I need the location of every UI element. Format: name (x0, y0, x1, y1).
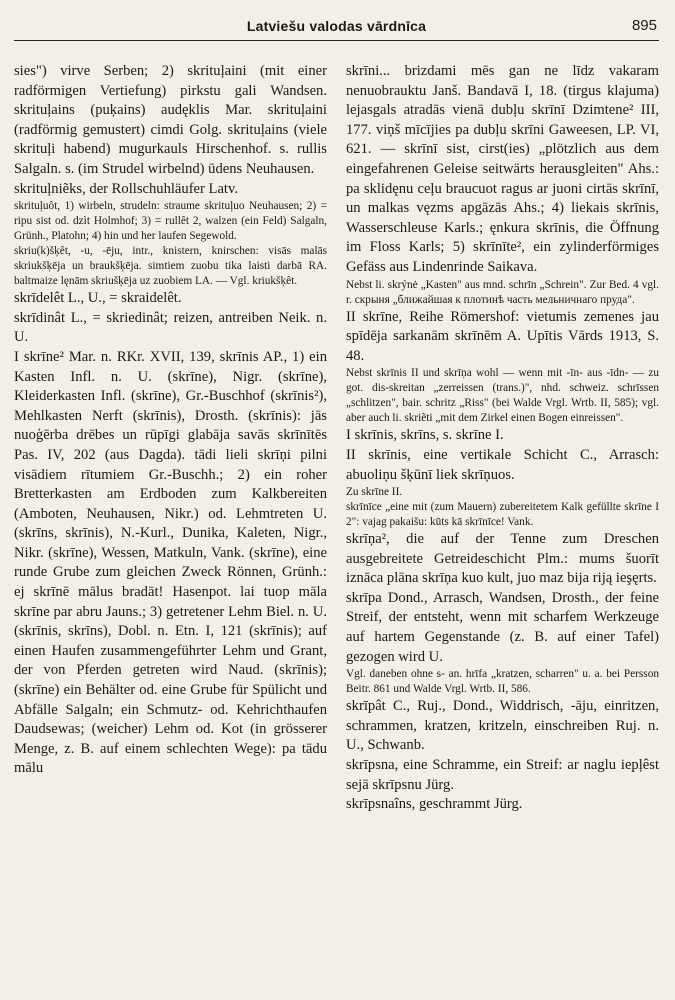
entry-paragraph: skriu(k)šķêt, -u, -ēju, intr., knistern, knirschen: visās malās skriukšķēja un braukšķēja. simtiem zuobu tika laisti darbā RA. baltmaize lęnām skriušķēja uz zuobiem LA. — Vgl. kriukšķêt. (14, 245, 327, 288)
left-column (14, 62, 327, 779)
etymology-note: Nebst skrīnis II und skrīņa wohl — wenn mit -īn- aus -īdn- — zu got. dis-skreitan „zerreissen (trans.)", nhd. schweiz. schrīssen „schlitzen", bair. schritz „Riss" (bei Walde Vrgl. Wrtb. II, 585); vgl. aber auch li. skriẽti „mit dem Zirkel einen Bogen einreissen". (346, 367, 659, 425)
entry-paragraph: I skrīne² Mar. n. RKr. XVII, 139, skrīnis AP., 1) ein Kasten Infl. n. U. (skrīne), Nigr. (skrīne), Kleiderkasten Infl. (skrīne), Gr.-Buschhof (skrīnis²), Mehlkasten Nerft (skrīnis), Drosth. (skrīnis): jās nuoģērba drēbes un rūpīgi glabāja savās skrīnītēs Pas. IV, 202 (aus Dagda). tādi lieli skrīņi pilni visādiem rītumiem Gr.-Buschh.; 2) ein roher Bretterkasten am Erdboden zum Kalkbereiten (Amboten, Neuhausen, Nikr.) od. Lehmtreten U. (skrīns, skrīnis), N.-Kurl., Dunika, Kaleten, Nigr., Nikr. (skrīne), Wessen, Matkuln, Vank. (skrīne), eine runde Grube zum gleichen Zweck Rönnen, Grünh.: ej skrīnē mālus bradāt! Hasenpot. lai tuop māla skrīne par abru Jauns.; 3) getretener Lehm Biel. n. U. (skrīnis, skrīns), Dobl. n. Etn. I, 121 (skrīnis); auf einen Haufen zusammengeführter Lehm und Grant, der von Pferden getreten wird Naud. (skrīnis); (skrīne) ein Behälter od. eine Grube für Spülicht und Abfälle Salgaln; ein Schmutz- od. Kehrichthaufen Daudsewas; (weicher) Lehm od. Kot (in grösserer Menge, z. B. auf einem schlechten Wege): pa tādu mālu (14, 348, 327, 777)
entry-paragraph: skrīpsnaîns, geschrammt Jürg. (346, 796, 523, 813)
entry-paragraph: skrituļuôt, 1) wirbeln, strudeln: straume skrituļuo Neuhausen; 2) = ripu sist od. dzìt Holmhof; 3) = rullêt 2, walzen (ein Feld) Salgaln, Grünh., Platohn; 4) hin und her laufen Segewold. (14, 200, 327, 243)
etymology-note: Vgl. daneben ohne s- an. hrīfa „kratzen, scharren" u. a. bei Persson Beitr. 861 und Walde Vrgl. Wrtb. II, 586. (346, 668, 659, 696)
entry-paragraph: II skrīne, Reihe Römershof: vietumis zemenes jau spīdēja sarkanām skrīnēm A. Upītis Vārds 1913, S. 48. (346, 308, 659, 364)
page-number: 895 (631, 17, 657, 34)
entry-paragraph: skrīpsna, eine Schramme, ein Streif: ar naglu iepļêst sejā skrīpsnu Jürg. (346, 757, 659, 793)
entry-paragraph: II skrīnis, eine vertikale Schicht C., Arrasch: abuoliņu šķūnī liek skrīņuos. (346, 446, 659, 483)
entry-paragraph: skrīdelêt L., U., = skraidelêt. (14, 290, 182, 307)
entry-paragraph: I skrīnis, skrīns, s. skrīne I. (346, 427, 504, 444)
running-title: Latviešu valodas vārdnīca (246, 18, 427, 34)
entry-paragraph: skrituļniẽks, der Rollschuhläufer Latv. (14, 180, 238, 197)
entry-paragraph: skrīpa Dond., Arrasch, Wandsen, Drosth., der feine Streif, der entsteht, wenn mit scharfem Werkzeuge auf hartem Gegenstande (z. B. auf einer Tafel) gezogen wird U. (346, 589, 659, 665)
entry-paragraph: skrīņa², die auf der Tenne zum Dreschen ausgebreitete Getreideschicht Plm.: mums šuorīt iznāca plāna skrīņa kuo kult, juo maz bija riją ieşęrts. (346, 531, 659, 587)
entry-paragraph: skrīdinât L., = skriedinât; reizen, antreiben Neik. n. U. (14, 309, 327, 346)
entry-paragraph: sies") virve Serben; 2) skrituļaini (mit einer radförmigen Vertiefung) pirkstu gali Wandsen. skrituļains (puķains) audęklis Mar. skrituļaini (radförmig gemustert) cimdi Golg. skrituļains (viele skrituļi habend) mugurkauls Hirschenhof. s. rullis Salgaln. s. (im Strudel wirbelnd) ūdens Neuhausen. (14, 63, 327, 177)
page-header (14, 14, 659, 41)
etymology-note: Zu skrīne II. (346, 486, 403, 499)
etymology-note: Nebst li. skrýnė „Kasten" aus mnd. schrīn „Schrein". Zur Bed. 4 vgl. r. скрыня „ближайшая к плотинѣ часть мельничнаго пруда". (346, 278, 659, 306)
entry-paragraph: skrīnīce „eine mit (zum Mauern) zubereitetem Kalk gefüllte skrīne I 2": vajag pakaišu: kūts kā skrīnīce! Vank. (346, 501, 659, 529)
right-column (346, 62, 659, 815)
entry-paragraph: skrīni... brizdami mēs gan ne līdz vakaram nenuobrauktu Janš. Bandavā I, 18. (tirgus klajuma) lejasgals atradās vienā dubļu skrīnī Dzimtene² III, 177. viņš mīcījies pa dubļu skrīni Gaweesen, LP. VI, 621. — skrīnī sist, cirst(ies) „plötzlich aus dem eingefahrenen Geleise seitwärts herausgleiten" Ahs.: pa sklidęnu ceļu braucuot ragus ar juoni cirtās skrīnī, un malkas vęzms apgāzās Ahs.; 4) liekais skrīnis, Wasserschleuse Karls.; ęnkura skrīnis, die Öffnung im Floss Karls; 5) skrīnīte², ein zylinderförmiges Gefäss aus Lindenrinde Saikava. (346, 63, 659, 275)
entry-paragraph: skrīpât C., Ruj., Dond., Widdrisch, -āju, einritzen, schrammen, kratzen, kritzeln, einschreiben Ruj. n. U., Schwanb. (346, 698, 659, 754)
